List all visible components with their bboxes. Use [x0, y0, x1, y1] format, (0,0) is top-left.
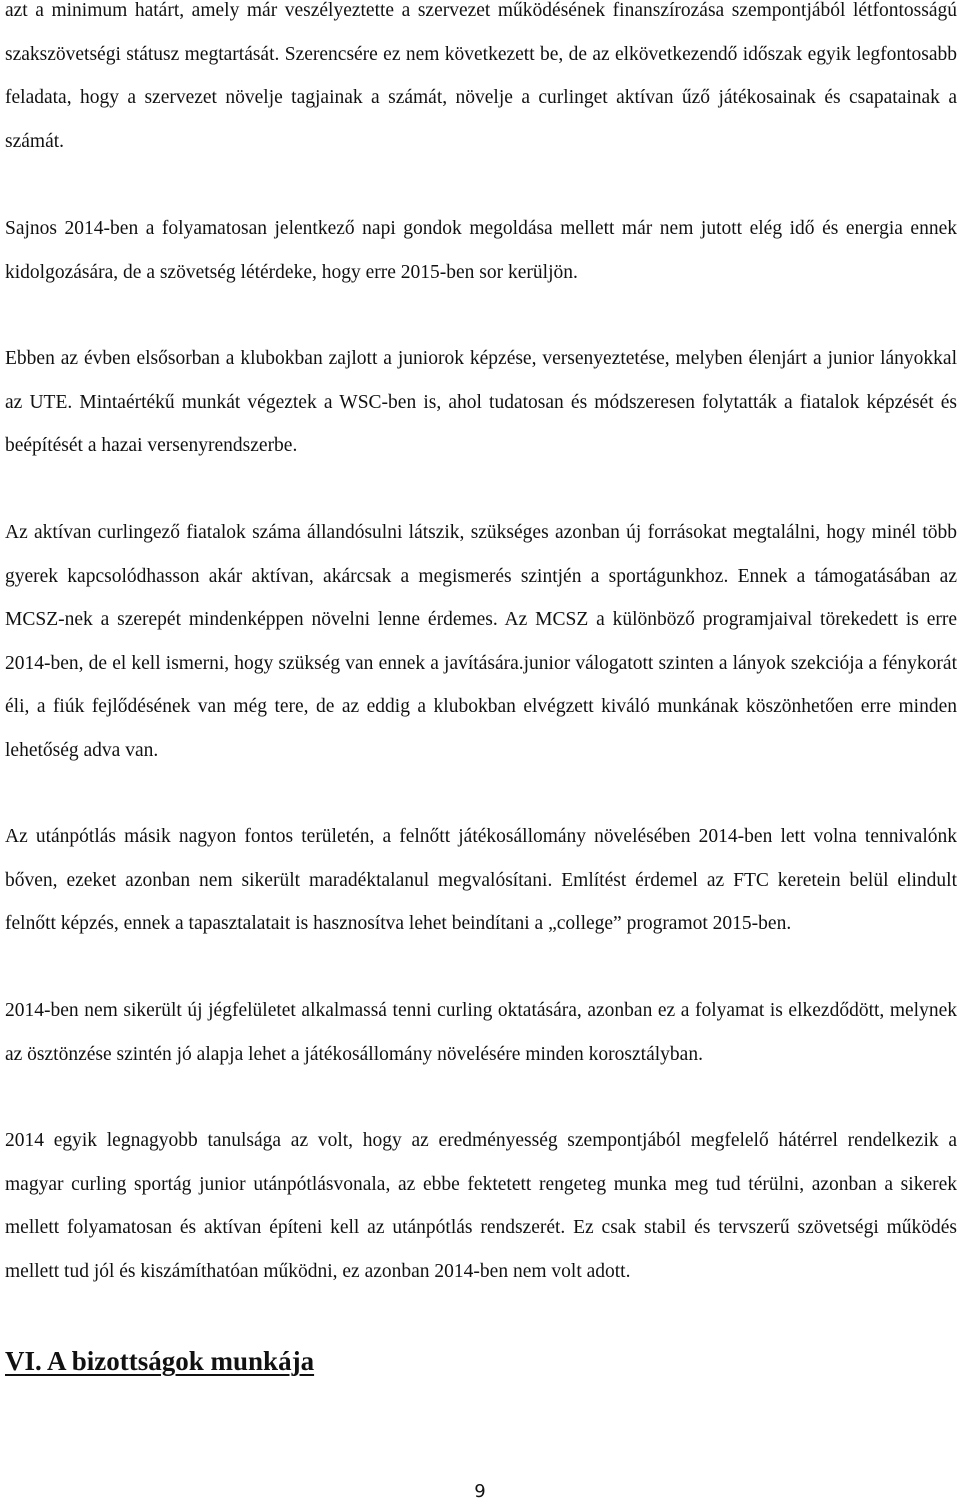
page-number: 9 [474, 1481, 486, 1502]
paragraph-intro-continuation: azt a minimum határt, amely már veszélyeztette a szervezet működésének finanszírozása szempontjából létfontosságú szakszövetségi státusz megtartását. Szerencsére ez nem következett be, de az elkövetkezendő időszak egyik legfontosabb feladata, hogy a szervezet növelje tagjainak a számát, növelje a curlinget aktívan űző játékosainak és csapatainak a számát. [5, 0, 957, 152]
paragraph-junior-training: Ebben az évben elsősorban a klubokban zajlott a juniorok képzése, versenyeztetése, melyben élenjárt a junior lányokkal az UTE. Mintaértékű munkát végeztek a WSC-ben is, ahol tudatosan és módszeresen folytatták a fiatalok képzését és beépítését a hazai versenyrendszerbe. [5, 348, 957, 456]
paragraph-lessons: 2014 egyik legnagyobb tanulsága az volt, hogy az eredményesség szempontjából megfelelő hátérrel rendelkezik a magyar curling sportág junior utánpótlásvonala, az ebbe fektetett rengeteg munka meg tud térülni, azonban a sikerek mellett folyamatosan és aktívan építeni kell az utánpótlás rendszerét. Ez csak stabil és tervszerű szövetségi működés mellett tud jól és kiszámíthatóan működni, ez azonban 2014-ben nem volt adott. [5, 1130, 957, 1282]
section-heading: VI. A bizottságok munkája [5, 1346, 315, 1376]
paragraph-ice-surface: 2014-ben nem sikerült új jégfelületet alkalmassá tenni curling oktatására, azonban ez a folyamat is elkezdődött, melynek az ösztönzése szintén jó alapja lehet a játékosállomány növelésére minden korosztályban. [5, 1000, 957, 1065]
paragraph-2014-problems: Sajnos 2014-ben a folyamatosan jelentkező napi gondok megoldása mellett már nem jutott elég idő és energia ennek kidolgozására, de a szövetség létérdeke, hogy erre 2015-ben sor kerüljön. [5, 218, 957, 283]
paragraph-active-youth: Az aktívan curlingező fiatalok száma állandósulni látszik, szükséges azonban új forrásokat megtalálni, hogy minél több gyerek kapcsolódhasson akár aktívan, akárcsak a megismerés szintjén a sportágunkhoz. Ennek a támogatásában az MCSZ-nek a szerepét mindenképpen növelni lenne érdemes. Az MCSZ a különböző programjaival törekedett is erre 2014-ben, de el kell ismerni, hogy szükség van ennek a javítására.junior válogatott szinten a lányok szekciója a fénykorát éli, a fiúk fejlődésének van még tere, de az eddig a klubokban elvégzett kiváló munkának köszönhetően erre minden lehetőség adva van. [5, 522, 957, 761]
paragraph-adult-players: Az utánpótlás másik nagyon fontos területén, a felnőtt játékosállomány növelésében 2014-ben lett volna tennivalónk bőven, ezeket azonban nem sikerült maradéktalanul megvalósítani. Említést érdemel az FTC keretein belül elindult felnőtt képzés, ennek a tapasztalatait is hasznosítva lehet beindítani a „college” programot 2015-ben. [5, 826, 957, 934]
